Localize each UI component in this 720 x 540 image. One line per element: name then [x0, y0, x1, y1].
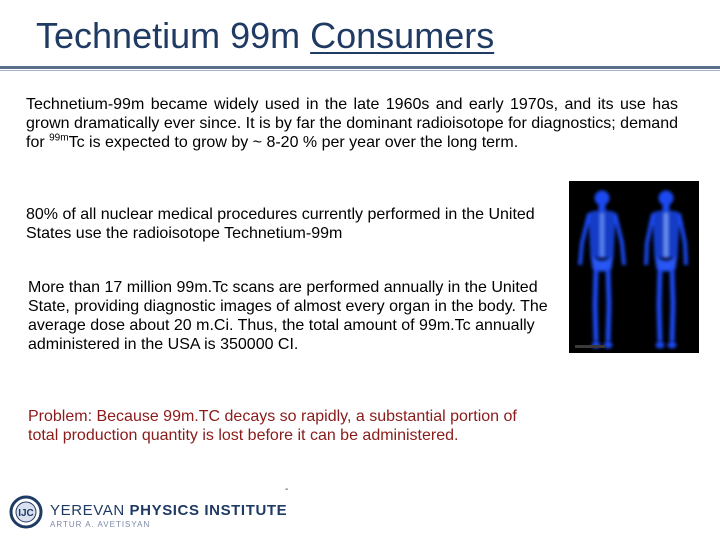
institute-name-city: YEREVAN	[50, 502, 130, 519]
paragraph-history-text: Technetium-99m became widely used in the late 1960s and early 1970s, and its use has grown dramatically ever since. It is by far the dominant radioisotope for diagnostics; demand for	[26, 96, 678, 151]
title-underlined-word: Consumers	[310, 15, 495, 56]
superscript-99m: 99m	[49, 132, 69, 144]
logo-text: IJC	[18, 508, 34, 519]
slide-title	[36, 12, 494, 60]
title-text: Technetium 99m	[36, 15, 311, 56]
institute-name-main: PHYSICS INSTITUTE	[129, 502, 288, 519]
paragraph-scans: More than 17 million 99m.Tc scans are performed annually in the United State, providing diagnostic images of almost every organ in the body. The average dose about 20 m.Ci. Thus, the total amount of 99m.Tc annually administered in the USA is 350000 CI.	[28, 279, 548, 353]
footer-dash: -	[285, 484, 289, 495]
title-divider	[0, 66, 720, 69]
paragraph-history	[26, 95, 678, 152]
paragraph-procedures: 80% of all nuclear medical procedures currently performed in the United States use the radioisotope Technetium-99m	[26, 206, 535, 242]
author-name: ARTUR A. AVETISYAN	[50, 520, 151, 529]
paragraph-history-text-end: Tc is expected to grow by ~ 8-20 % per year over the long term.	[68, 134, 519, 151]
institute-logo-icon	[8, 494, 44, 530]
bone-scan-image	[569, 181, 699, 353]
institute-logo	[8, 494, 44, 530]
bone-scan-figures	[569, 181, 699, 353]
title-divider-thin	[0, 70, 720, 71]
paragraph-problem: Problem: Because 99m.TC decays so rapidly, a substantial portion of total production quantity is lost before it can be administered.	[28, 408, 517, 444]
institute-name	[50, 502, 287, 519]
